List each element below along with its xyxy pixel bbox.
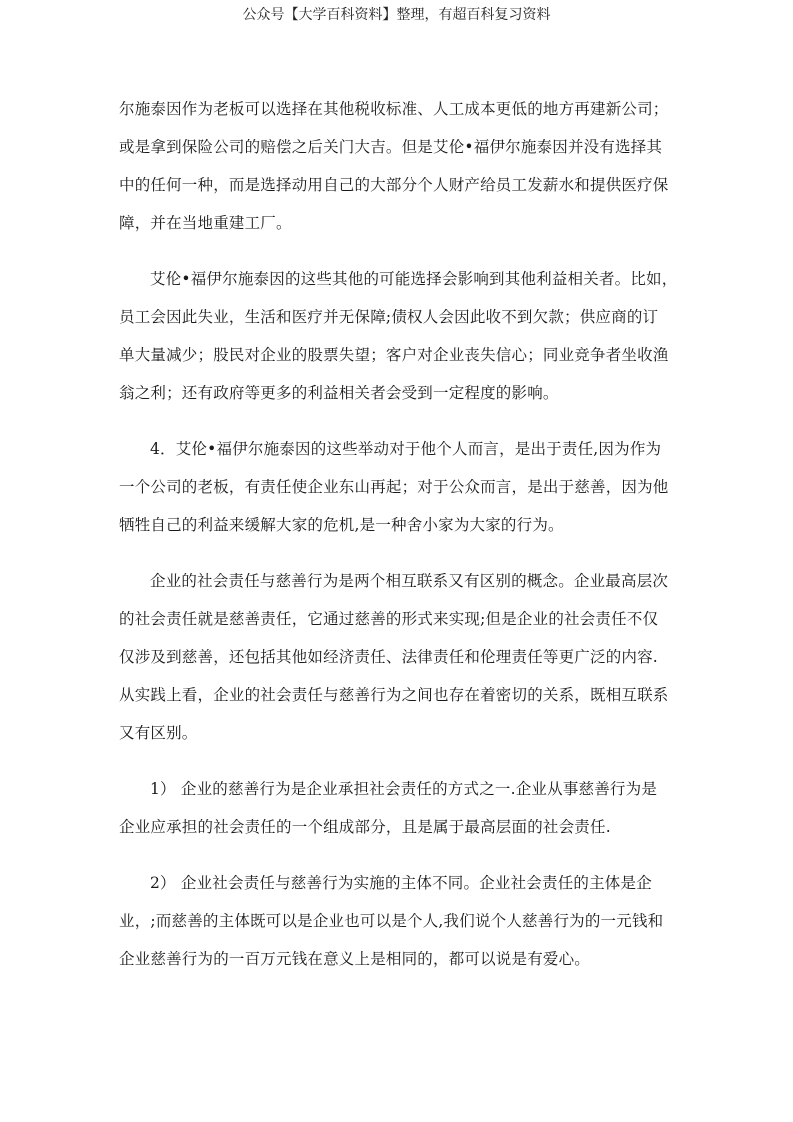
page-header: 公众号【大学百科资料】整理，有超百科复习资料 [242,7,551,23]
text-line: 企业的社会责任与慈善行为是两个相互联系又有区别的概念。企业最高层次 [150,572,669,590]
text-line: 又有区别。 [119,724,198,742]
paragraph-5 [119,770,679,846]
text-line: 中的任何一种，而是选择动用自己的大部分个人财产给员工发薪水和提供医疗保 [119,176,669,194]
text-line: 尔施泰因作为老板可以选择在其他税收标准、人工成本更低的地方再建新公司； [119,100,669,118]
text-line: 员工会因此失业，生活和医疗并无保障;债权人会因此收不到欠款；供应商的订 [119,308,659,326]
text-line: 2） 企业社会责任与慈善行为实施的主体不同。企业社会责任的主体是企 [150,874,652,892]
text-line: 一个公司的老板，有责任使企业东山再起；对于公众而言，是出于慈善，因为他 [119,478,669,496]
text-line: 1） 企业的慈善行为是企业承担社会责任的方式之一.企业从事慈善行为是 [150,780,658,798]
text-line: 4．艾伦•福伊尔施泰因的这些举动对于他个人而言，是出于责任,因为作为 [150,440,662,458]
text-line: 或是拿到保险公司的赔偿之后关门大吉。但是艾伦•福伊尔施泰因并没有选择其 [119,138,663,156]
paragraph-6 [119,864,679,978]
text-line: 艾伦•福伊尔施泰因的这些其他的可能选择会影响到其他利益相关者。比如， [150,270,678,288]
text-line: 翁之利；还有政府等更多的利益相关者会受到一定程度的影响。 [119,384,559,402]
paragraph-1 [119,90,679,242]
text-line: 企业应承担的社会责任的一个组成部分，且是属于最高层面的社会责任. [119,818,611,836]
text-line: 业，;而慈善的主体既可以是企业也可以是个人,我们说个人慈善行为的一元钱和 [119,912,664,930]
text-line: 仅涉及到慈善，还包括其他如经济责任、法律责任和伦理责任等更广泛的内容. [119,648,658,666]
text-line: 企业慈善行为的一百万元钱在意义上是相同的，都可以说是有爱心。 [119,950,591,968]
document-body [119,90,679,996]
text-line: 的社会责任就是慈善责任，它通过慈善的形式来实现;但是企业的社会责任不仅 [119,610,659,628]
text-line: 牺牲自己的利益来缓解大家的危机,是一种舍小家为大家的行为。 [119,516,564,534]
paragraph-3 [119,430,679,544]
text-line: 单大量减少；股民对企业的股票失望；客户对企业丧失信心；同业竞争者坐收渔 [119,346,669,364]
text-line: 障，并在当地重建工厂。 [119,214,292,232]
paragraph-2 [119,260,679,412]
paragraph-4 [119,562,679,752]
text-line: 从实践上看，企业的社会责任与慈善行为之间也存在着密切的关系，既相互联系 [119,686,669,704]
